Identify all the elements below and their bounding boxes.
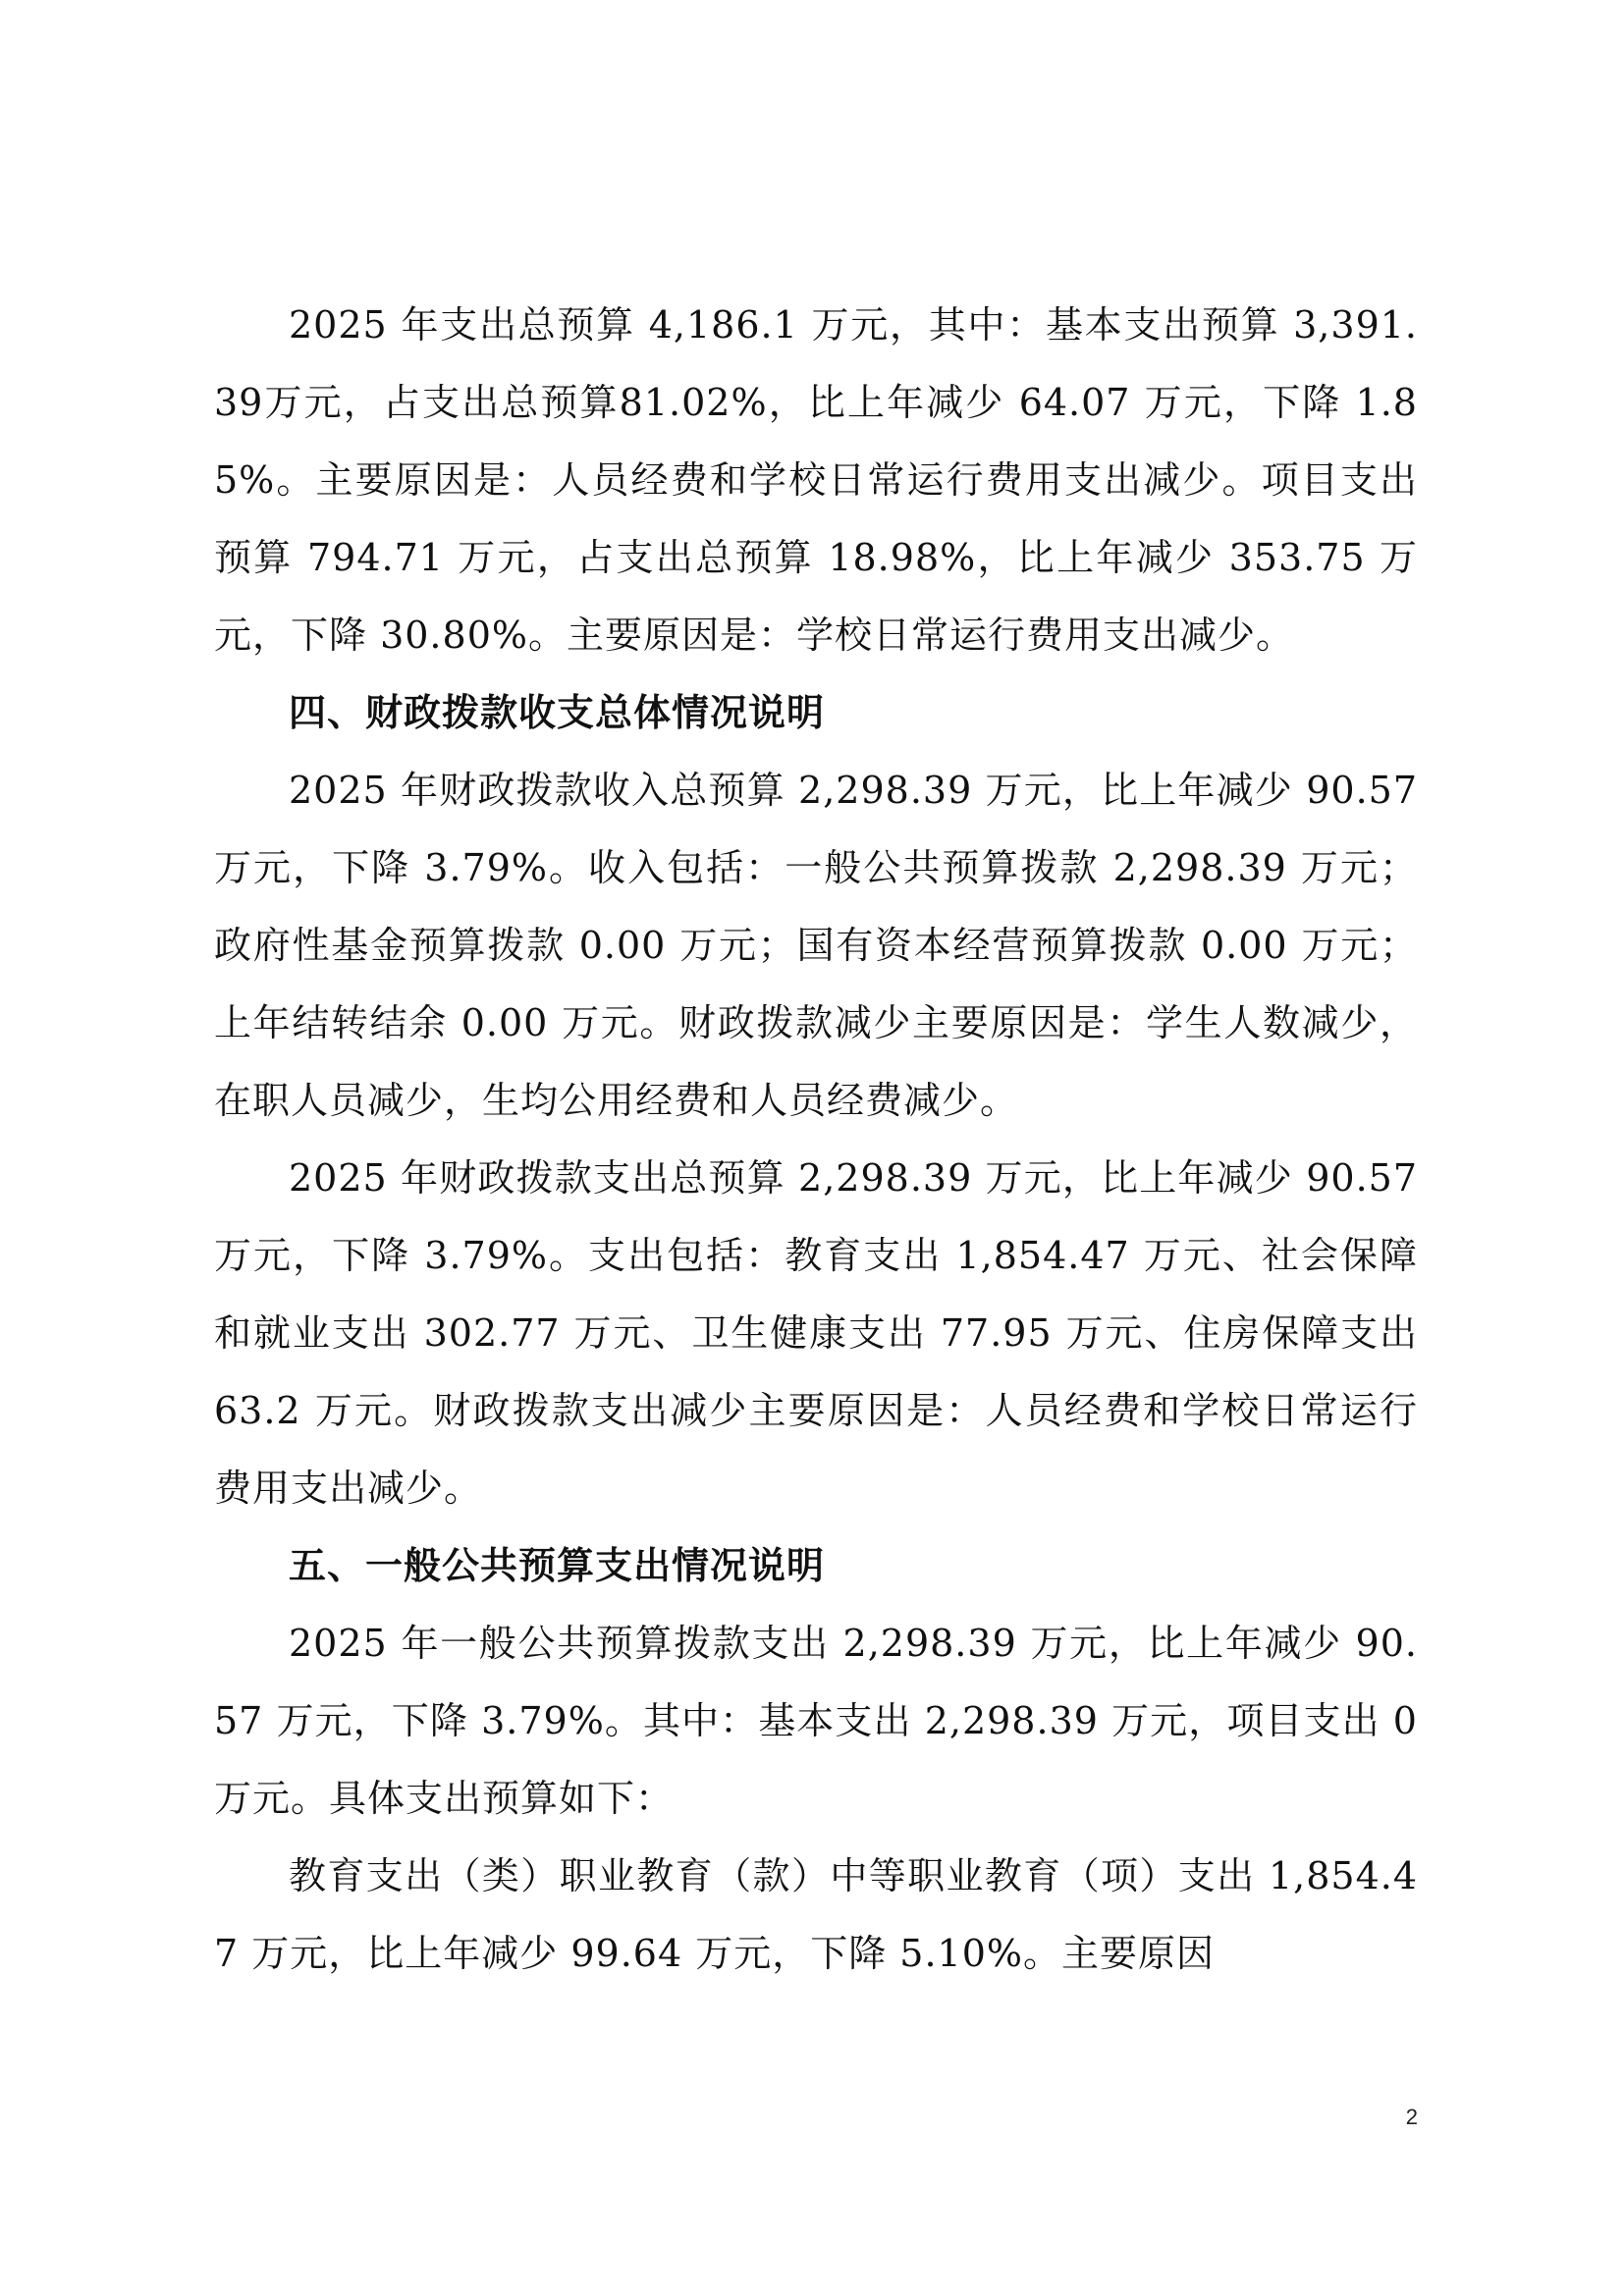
page-number: 2 [1405, 2105, 1418, 2129]
paragraph-fiscal-income: 2025 年财政拨款收入总预算 2,298.39 万元，比上年减少 90.57 万元，下降 3.79%。收入包括：一般公共预算拨款 2,298.39 万元；政府性基金预算拨款 0.00 万元；国有资本经营预算拨款 0.00 万元；上年结转结余 0.00 万元。财政拨款减少主要原因是：学生人数减少，在职人员减少，生均公用经费和人员经费减少。 [214, 769, 1418, 1122]
section-heading-4: 四、财政拨款收支总体情况说明 [289, 691, 826, 734]
paragraph-expenditure-total: 2025 年支出总预算 4,186.1 万元，其中：基本支出预算 3,391.39万元，占支出总预算81.02%，比上年减少 64.07 万元，下降 1.85%。主要原因是：人员经费和学校日常运行费用支出减少。项目支出预算 794.71 万元，占支出总预算 18.98%，比上年减少 353.75 万元，下降 30.80%。主要原因是：学校日常运行费用支出减少。 [214, 303, 1418, 657]
paragraph-fiscal-expenditure: 2025 年财政拨款支出总预算 2,298.39 万元，比上年减少 90.57 万元，下降 3.79%。支出包括：教育支出 1,854.47 万元、社会保障和就业支出 302.77 万元、卫生健康支出 77.95 万元、住房保障支出 63.2 万元。财政拨款支出减少主要原因是：人员经费和学校日常运行费用支出减少。 [214, 1156, 1418, 1510]
paragraph-education-expenditure: 教育支出（类）职业教育（款）中等职业教育（项）支出 1,854.47 万元，比上年减少 99.64 万元，下降 5.10%。主要原因 [214, 1854, 1418, 1975]
document-body [214, 287, 1418, 1993]
section-heading-5: 五、一般公共预算支出情况说明 [289, 1544, 826, 1587]
paragraph-general-budget: 2025 年一般公共预算拨款支出 2,298.39 万元，比上年减少 90.57 万元，下降 3.79%。其中：基本支出 2,298.39 万元，项目支出 0 万元。具体支出预算如下： [214, 1622, 1418, 1820]
